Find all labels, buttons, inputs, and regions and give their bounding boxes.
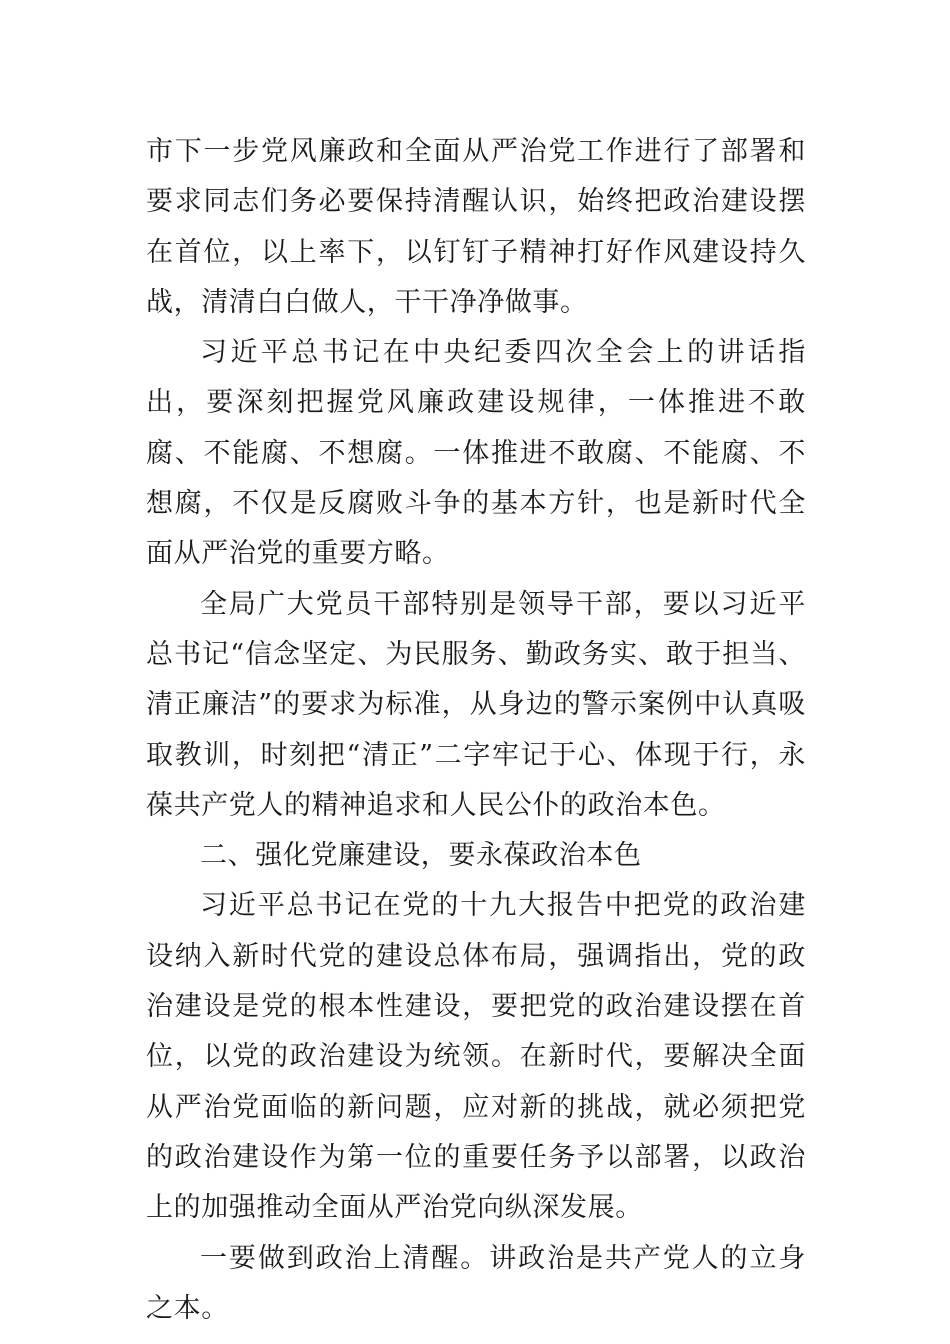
paragraph-2: 习近平总书记在中央纪委四次全会上的讲话指出，要深刻把握党风廉政建设规律，一体推进不敢腐、不能腐、不想腐。一体推进不敢腐、不能腐、不想腐，不仅是反腐败斗争的基本方针，也是新时代全面从严治党的重要方略。: [146, 337, 806, 570]
paragraph-1: 市下一步党风廉政和全面从严治党工作进行了部署和要求同志们务必要保持清醒认识，始终把政治建设摆在首位，以上率下，以钉钉子精神打好作风建设持久战，清清白白做人，干干净净做事。: [146, 136, 806, 318]
paragraph-3: 全局广大党员干部特别是领导干部，要以习近平总书记“信念坚定、为民服务、勤政务实、敢于担当、清正廉洁”的要求为标准，从身边的警示案例中认真吸取教训，时刻把“清正”二字牢记于心、体现于行，永葆共产党人的精神追求和人民公仆的政治本色。: [146, 588, 806, 821]
section-heading: 二、强化党廉建设，要永葆政治本色: [200, 840, 642, 872]
paragraph-5: 一要做到政治上清醒。讲政治是共产党人的立身之本。: [146, 1242, 806, 1324]
paragraph-4: 习近平总书记在党的十九大报告中把党的政治建设纳入新时代党的建设总体布局，强调指出，党的政治建设是党的根本性建设，要把党的政治建设摆在首位，以党的政治建设为统领。在新时代，要解决全面从严治党面临的新问题，应对新的挑战，就必须把党的政治建设作为第一位的重要任务予以部署，以政治上的加强推动全面从严治党向纵深发展。: [146, 890, 806, 1224]
document-body: [146, 127, 806, 1334]
